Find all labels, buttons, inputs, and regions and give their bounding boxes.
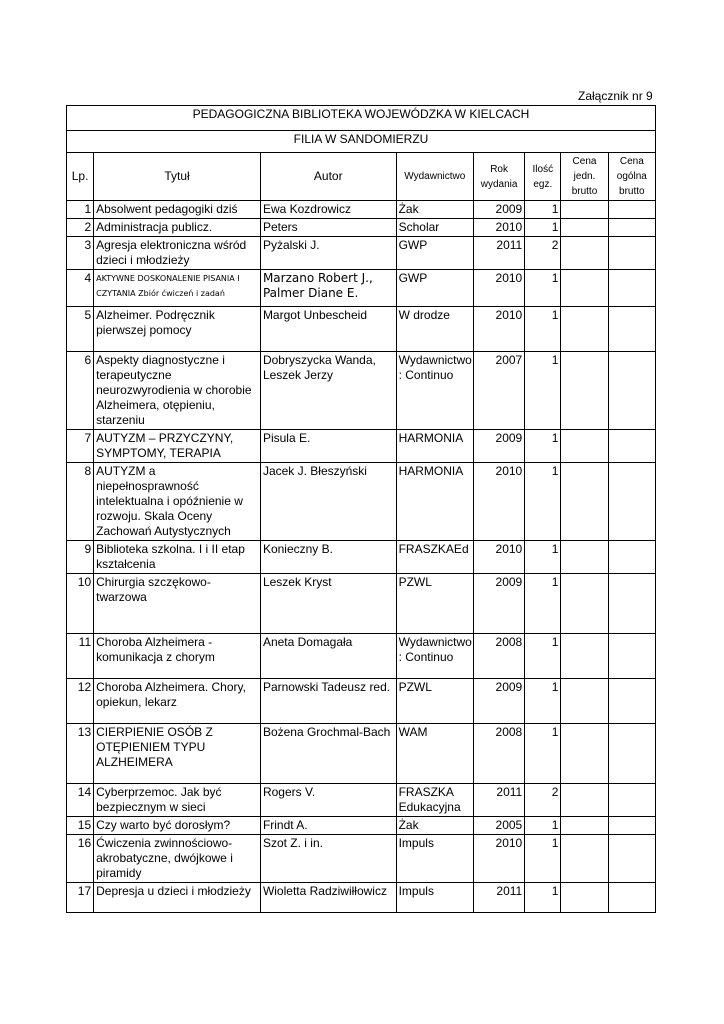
- row-year: 2008: [473, 724, 524, 784]
- row-year: 2009: [473, 430, 524, 463]
- row-year: 2010: [473, 219, 524, 237]
- row-lp: 1: [67, 201, 94, 219]
- row-author: Aneta Domagała: [260, 634, 396, 679]
- row-total-price: [608, 634, 655, 679]
- row-author: Leszek Kryst: [260, 574, 396, 634]
- row-title: Choroba Alzheimera. Chory, opiekun, lekarz: [94, 679, 261, 724]
- row-title: Czy warto być dorosłym?: [94, 817, 261, 835]
- row-author: Peters: [260, 219, 396, 237]
- row-lp: 2: [67, 219, 94, 237]
- column-header-lp: Lp.: [67, 153, 94, 201]
- row-unit-price: [561, 574, 608, 634]
- column-headers: [67, 153, 656, 201]
- row-qty: 1: [525, 307, 561, 352]
- row-year: 2011: [473, 883, 524, 913]
- row-publisher: W drodze: [396, 307, 473, 352]
- row-unit-price: [561, 307, 608, 352]
- column-header-author: Autor: [260, 153, 396, 201]
- row-lp: 17: [67, 883, 94, 913]
- row-lp: 12: [67, 679, 94, 724]
- row-title: AKTYWNE DOSKONALENIE PISANIA I CZYTANIA Zbiór ćwiczeń i zadań: [94, 270, 261, 307]
- row-unit-price: [561, 784, 608, 817]
- row-year: 2010: [473, 835, 524, 883]
- row-publisher: Żak: [396, 201, 473, 219]
- row-author: Bożena Grochmal-Bach: [260, 724, 396, 784]
- row-total-price: [608, 724, 655, 784]
- row-total-price: [608, 307, 655, 352]
- row-qty: 1: [525, 430, 561, 463]
- library-name: PEDAGOGICZNA BIBLIOTEKA WOJEWÓDZKA W KIELCACH: [67, 106, 656, 131]
- table-row: [67, 430, 656, 463]
- row-lp: 16: [67, 835, 94, 883]
- row-qty: 1: [525, 270, 561, 307]
- row-unit-price: [561, 219, 608, 237]
- row-lp: 10: [67, 574, 94, 634]
- row-publisher: Impuls: [396, 835, 473, 883]
- row-title: Depresja u dzieci i młodzieży: [94, 883, 261, 913]
- table-row: [67, 679, 656, 724]
- row-year: 2010: [473, 307, 524, 352]
- row-unit-price: [561, 679, 608, 724]
- table-row: [67, 219, 656, 237]
- row-publisher: Wydawnictwo : Continuo: [396, 634, 473, 679]
- row-title: Cyberprzemoc. Jak być bezpiecznym w sieci: [94, 784, 261, 817]
- row-title: CIERPIENIE OSÓB Z OTĘPIENIEM TYPU ALZHEIMERA: [94, 724, 261, 784]
- column-header-year: Rok wydania: [473, 153, 524, 201]
- row-year: 2009: [473, 201, 524, 219]
- row-unit-price: [561, 883, 608, 913]
- row-title: Agresja elektroniczna wśród dzieci i młodzieży: [94, 237, 261, 270]
- row-lp: 3: [67, 237, 94, 270]
- table-row: [67, 237, 656, 270]
- row-publisher: GWP: [396, 270, 473, 307]
- table-row: [67, 784, 656, 817]
- row-unit-price: [561, 724, 608, 784]
- row-author: Parnowski Tadeusz red.: [260, 679, 396, 724]
- row-total-price: [608, 430, 655, 463]
- row-total-price: [608, 352, 655, 430]
- row-lp: 14: [67, 784, 94, 817]
- row-qty: 2: [525, 784, 561, 817]
- row-author: Wioletta Radziwiłłowicz: [260, 883, 396, 913]
- row-title: Biblioteka szkolna. I i II etap kształcenia: [94, 541, 261, 574]
- row-publisher: PZWL: [396, 679, 473, 724]
- row-title: Absolwent pedagogiki dziś: [94, 201, 261, 219]
- row-author: Jacek J. Błeszyński: [260, 463, 396, 541]
- column-header-unit-price: Cena jedn. brutto: [561, 153, 608, 201]
- row-qty: 1: [525, 352, 561, 430]
- row-publisher: HARMONIA: [396, 463, 473, 541]
- row-total-price: [608, 883, 655, 913]
- row-year: 2010: [473, 463, 524, 541]
- table-row: [67, 724, 656, 784]
- row-unit-price: [561, 270, 608, 307]
- row-unit-price: [561, 201, 608, 219]
- row-qty: 1: [525, 883, 561, 913]
- row-lp: 8: [67, 463, 94, 541]
- row-total-price: [608, 574, 655, 634]
- table-row: [67, 574, 656, 634]
- row-year: 2011: [473, 237, 524, 270]
- row-total-price: [608, 219, 655, 237]
- row-lp: 4: [67, 270, 94, 307]
- row-total-price: [608, 541, 655, 574]
- row-lp: 13: [67, 724, 94, 784]
- row-author: Margot Unbescheid: [260, 307, 396, 352]
- row-title: Ćwiczenia zwinnościowo-akrobatyczne, dwójkowe i piramidy: [94, 835, 261, 883]
- row-total-price: [608, 270, 655, 307]
- row-year: 2010: [473, 270, 524, 307]
- row-total-price: [608, 835, 655, 883]
- row-lp: 6: [67, 352, 94, 430]
- row-lp: 15: [67, 817, 94, 835]
- row-author: Konieczny B.: [260, 541, 396, 574]
- row-publisher: HARMONIA: [396, 430, 473, 463]
- row-qty: 1: [525, 541, 561, 574]
- row-year: 2008: [473, 634, 524, 679]
- row-unit-price: [561, 835, 608, 883]
- table-row: [67, 270, 656, 307]
- row-title: Administracja publicz.: [94, 219, 261, 237]
- table-row: [67, 201, 656, 219]
- row-qty: 1: [525, 817, 561, 835]
- row-title: Choroba Alzheimera - komunikacja z chorym: [94, 634, 261, 679]
- column-header-qty: Ilość egz.: [525, 153, 561, 201]
- row-year: 2009: [473, 679, 524, 724]
- row-qty: 1: [525, 835, 561, 883]
- row-year: 2009: [473, 574, 524, 634]
- row-lp: 9: [67, 541, 94, 574]
- row-unit-price: [561, 541, 608, 574]
- row-publisher: Impuls: [396, 883, 473, 913]
- row-publisher: FRASZKAEd: [396, 541, 473, 574]
- row-total-price: [608, 679, 655, 724]
- row-publisher: WAM: [396, 724, 473, 784]
- row-title: Chirurgia szczękowo-twarzowa: [94, 574, 261, 634]
- row-total-price: [608, 463, 655, 541]
- row-total-price: [608, 817, 655, 835]
- table-row: [67, 817, 656, 835]
- row-author: Pyżalski J.: [260, 237, 396, 270]
- row-publisher: Wydawnictwo : Continuo: [396, 352, 473, 430]
- row-title: Aspekty diagnostyczne i terapeutyczne neurozwyrodienia w chorobie Alzheimera, otępieniu, starzeniu: [94, 352, 261, 430]
- row-author: Szot Z. i in.: [260, 835, 396, 883]
- row-author: Pisula E.: [260, 430, 396, 463]
- row-qty: 1: [525, 724, 561, 784]
- book-list-table: [66, 105, 656, 913]
- table-row: [67, 634, 656, 679]
- column-header-publisher: Wydawnictwo: [396, 153, 473, 201]
- row-author: Marzano Robert J., Palmer Diane E.: [260, 270, 396, 307]
- row-qty: 1: [525, 679, 561, 724]
- row-publisher: Scholar: [396, 219, 473, 237]
- row-title: AUTYZM – PRZYCZYNY, SYMPTOMY, TERAPIA: [94, 430, 261, 463]
- row-publisher: PZWL: [396, 574, 473, 634]
- table-row: [67, 835, 656, 883]
- row-year: 2011: [473, 784, 524, 817]
- row-author: Rogers V.: [260, 784, 396, 817]
- row-author: Frindt A.: [260, 817, 396, 835]
- row-qty: 1: [525, 463, 561, 541]
- row-lp: 11: [67, 634, 94, 679]
- row-author: Dobryszycka Wanda, Leszek Jerzy: [260, 352, 396, 430]
- attachment-label: Załącznik nr 9: [578, 89, 653, 103]
- row-unit-price: [561, 634, 608, 679]
- row-title: AUTYZM a niepełnosprawność intelektualna i opóźnienie w rozwoju. Skala Oceny Zachowań Autystycznych: [94, 463, 261, 541]
- column-header-title: Tytuł: [94, 153, 261, 201]
- column-header-total-price: Cena ogólna brutto: [608, 153, 655, 201]
- row-unit-price: [561, 352, 608, 430]
- row-qty: 1: [525, 219, 561, 237]
- row-total-price: [608, 201, 655, 219]
- row-lp: 7: [67, 430, 94, 463]
- row-qty: 2: [525, 237, 561, 270]
- row-unit-price: [561, 817, 608, 835]
- row-total-price: [608, 237, 655, 270]
- table-row: [67, 352, 656, 430]
- branch-name: FILIA W SANDOMIERZU: [67, 131, 656, 153]
- table-row: [67, 883, 656, 913]
- table-row: [67, 541, 656, 574]
- row-year: 2005: [473, 817, 524, 835]
- table-row: [67, 463, 656, 541]
- row-publisher: Żak: [396, 817, 473, 835]
- row-unit-price: [561, 463, 608, 541]
- row-title: Alzheimer. Podręcznik pierwszej pomocy: [94, 307, 261, 352]
- row-unit-price: [561, 430, 608, 463]
- row-qty: 1: [525, 634, 561, 679]
- row-qty: 1: [525, 574, 561, 634]
- table-row: [67, 307, 656, 352]
- row-year: 2010: [473, 541, 524, 574]
- row-publisher: FRASZKA Edukacyjna: [396, 784, 473, 817]
- row-lp: 5: [67, 307, 94, 352]
- row-publisher: GWP: [396, 237, 473, 270]
- row-qty: 1: [525, 201, 561, 219]
- row-author: Ewa Kozdrowicz: [260, 201, 396, 219]
- row-total-price: [608, 784, 655, 817]
- row-year: 2007: [473, 352, 524, 430]
- row-unit-price: [561, 237, 608, 270]
